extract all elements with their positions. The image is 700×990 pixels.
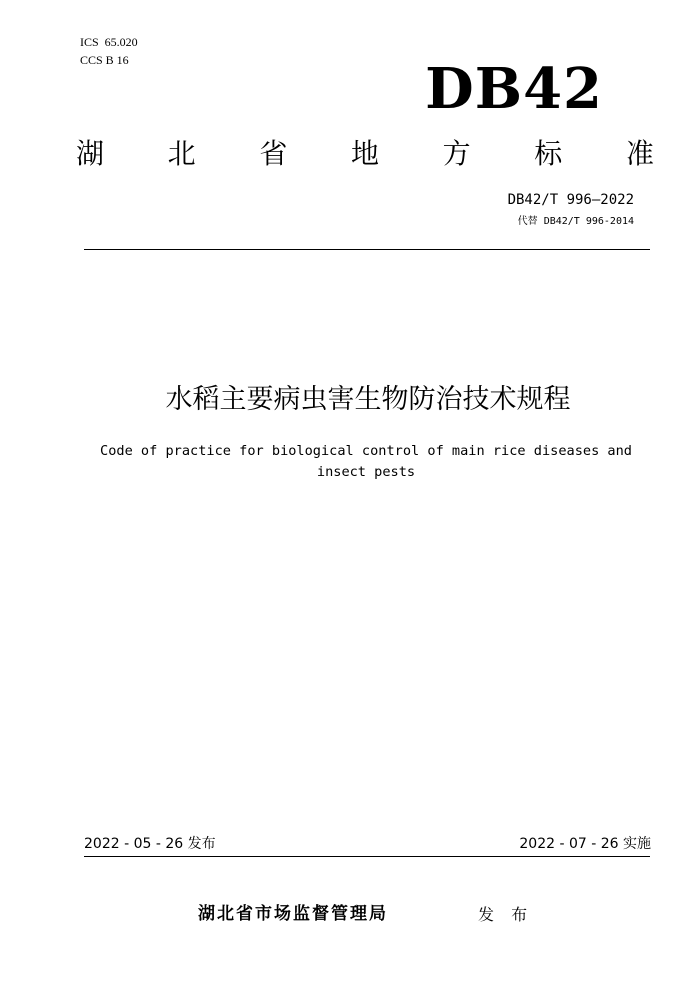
standard-type-char: 标 xyxy=(534,137,563,170)
standard-number: DB42/T 996—2022 xyxy=(507,192,634,208)
standard-type-char: 省 xyxy=(259,137,288,170)
document-title-en: Code of practice for biological control of main rice diseases and insect pests xyxy=(100,443,632,480)
standard-type-heading xyxy=(76,134,654,174)
ccs-code: CCS B 16 xyxy=(80,53,129,67)
standard-type-char: 地 xyxy=(350,137,379,170)
standard-type-char: 北 xyxy=(167,137,196,170)
header-divider xyxy=(84,249,650,250)
replaces-standard: 代替 DB42/T 996-2014 xyxy=(517,216,634,227)
ics-code: ICS 65.020 xyxy=(80,35,138,49)
standard-type-char: 湖 xyxy=(76,137,105,170)
document-title-zh: 水稻主要病虫害生物防治技术规程 xyxy=(165,384,571,415)
implementation-date: 2022 - 07 - 26 实施 xyxy=(519,836,651,852)
issue-date: 2022 - 05 - 26 发布 xyxy=(84,836,216,852)
issuing-authority: 湖北省市场监督管理局 xyxy=(198,904,388,924)
standard-type-char: 方 xyxy=(442,137,471,170)
standard-type-char: 准 xyxy=(625,137,654,170)
standard-code-logo: DB42 xyxy=(425,56,603,122)
footer-divider xyxy=(84,856,650,857)
issue-label: 发 布 xyxy=(478,905,534,924)
